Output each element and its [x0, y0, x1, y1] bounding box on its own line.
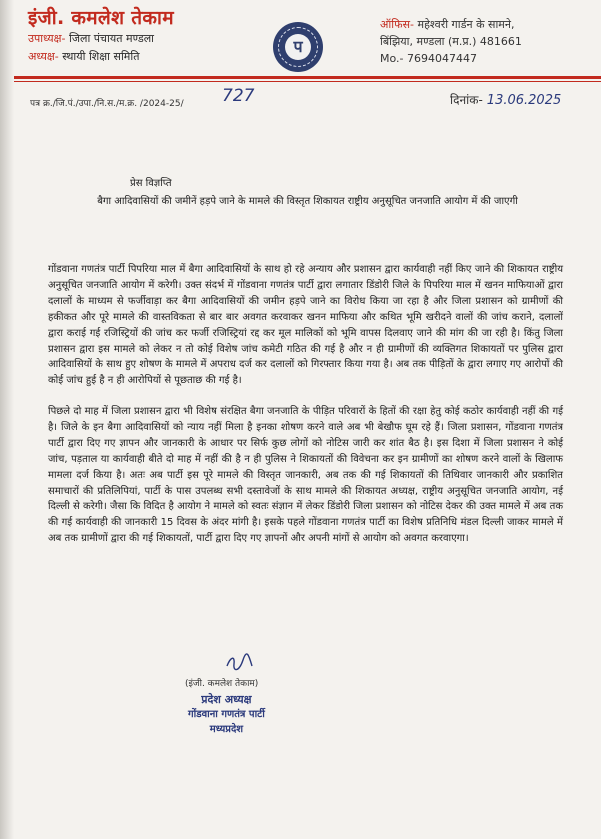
reference-label: पत्र क्र./जि.पं./उपा./नि.स./म.क्र. /2024-25/: [30, 99, 184, 109]
office-mobile: Mo.- 7694047447: [380, 52, 477, 65]
signatory-name: (इंजी. कमलेश तेकाम): [185, 679, 259, 689]
letter-date: [450, 91, 561, 108]
body-paragraph-1: गोंडवाना गणतंत्र पार्टी पिपरिया माल में बैगा आदिवासियों के साथ हो रहे अन्याय और प्रशासन द्वारा कार्यवाही नहीं किए जाने की शिकायत राष्ट्रीय अनुसूचित जनजाति आयोग में करेगी। उक्त संदर्भ में गोंडवाना गणतंत्र पार्टी द्वारा लगातार डिंडोरी जिले के पिपरिया माल में खनन माफियाओं द्वारा दलालों के माध्यम से फर्जीवाड़ा कर बैगा आदिवासियों की जमीन हड़पे जाने का विरोध किया जा रहा है और जिला प्रशासन को ग्रामीणों की हकीकत और पूरे मामले की वास्तविकता से बार बार अवगत करवाकर खनन माफिया और कथित भूमि खरीदने वालों की जांच कराने, दलालों द्वारा कराई गई रजिस्ट्रियों की जांच कर फर्जी रजिस्ट्रियां रद्द कर मूल मालिकों को भूमि वापस दिलवाए जाने की मांग की जा रही है। किंतु जिला प्रशासन द्वारा इस मामले को लेकर न तो कोई विशेष जांच कमेटी गठित की गई है और न ही ग्रामीणों की व्यक्तिगत शिकायतों पर पुलिस द्वारा आदिवासियों के साथ हुए शोषण के मामले में अपराध दर्ज कर दलालों को गिरफ्तार किया गया है। अब तक पीड़ितों के द्वारा लगाए गए आरोपों की कोई जांच हुई है न ही आरोपियों से पूछताछ की गई है।: [48, 264, 563, 387]
stamp-party: गोंडवाना गणतंत्र पार्टी: [188, 709, 265, 720]
page-edge-shadow: [0, 0, 14, 839]
date-value: 13.06.2025: [486, 93, 562, 108]
stamp-title: प्रदेश अध्यक्ष: [201, 693, 252, 706]
subject-line: बैगा आदिवासियों की जमीनें हड़पे जाने के मामले की विस्तृत शिकायत राष्ट्रीय अनुसूचित जनजाति आयोग में की जाएगी: [97, 196, 518, 207]
sender-role-chairman: [28, 49, 139, 64]
stamp-state: मध्यप्रदेश: [209, 724, 244, 735]
letterhead-divider-thin: [14, 81, 601, 82]
sender-role-vice-president: [28, 31, 154, 46]
office-line2: बिंझिया, मण्डला (म.प्र.) 481661: [380, 35, 522, 48]
office-line1: महेश्वरी गार्डन के सामने,: [414, 18, 515, 31]
date-label: दिनांक-: [450, 93, 483, 107]
party-emblem-icon: [273, 22, 323, 72]
role-value: जिला पंचायत मण्डला: [65, 32, 155, 45]
office-address: [380, 16, 590, 67]
emblem-letter: प: [285, 34, 311, 60]
role-label: अध्यक्ष-: [28, 50, 59, 63]
body-paragraph-2: पिछले दो माह में जिला प्रशासन द्वारा भी विशेष संरक्षित बैगा जनजाति के पीड़ित परिवारों के हितों की रक्षा हेतु कोई कठोर कार्यवाही नहीं की गई है। जिले के इन बैगा आदिवासियों को न्याय नहीं मिला है इनका शोषण करने वाले अब भी बेखौफ घूम रहे हैं। जिला प्रशासन, गोंडवाना गणतंत्र पार्टी द्वारा दिए गए ज्ञापन और जानकारी के आधार पर सिर्फ कुछ लोगों को नोटिस जारी कर शांत बैठ है। इस दिशा में जिला प्रशासन ने कोई जांच, पड़ताल या कार्यवाही बीते दो माह में नहीं की है न ही पुलिस ने शिकायतों की विवेचना कर इन ग्रामीणों का शोषण करने वालों के खिलाफ मामला दर्ज किया है। अतः अब पार्टी इस पूरे मामले की विस्तृत जानकारी, अब तक की गई शिकायतों की तिथिवार जानकारी और प्रकाशित समाचारों की प्रतिलिपियां, पार्टी के पास उपलब्ध सभी दस्तावेजों के साथ मामले की शिकायत अध्यक्ष, राष्ट्रीय अनुसूचित जनजाति आयोग, नई दिल्ली से करेगी। जैसा कि विदित है आयोग ने मामले को स्वतः संज्ञान में लेकर डिंडोरी जिला प्रशासन को नोटिस देकर की उक्त मामले में अब तक की गई कार्यवाही की जानकारी 15 दिवस के अंदर मांगी है। इसके पहले गोंडवाना गणतंत्र पार्टी का विशेष प्रतिनिधि मंडल दिल्ली जाकर मामले में अब तक ग्रामीणों द्वारा की गई शिकायतों, पार्टी द्वारा दिए गए ज्ञापनों और अपनी मांगों से आयोग को अवगत करवाएगा।: [48, 406, 563, 545]
reference-number: 727: [222, 86, 255, 106]
office-label: ऑफिस-: [380, 18, 414, 31]
press-release-label: प्रेस विज्ञप्ति: [130, 178, 172, 189]
role-label: उपाध्यक्ष-: [28, 32, 66, 45]
role-value: स्थायी शिक्षा समिति: [58, 50, 140, 63]
letterhead-divider: [14, 76, 601, 79]
sender-name: इंजी. कमलेश तेकाम: [28, 7, 174, 29]
handwritten-signature: [225, 652, 255, 674]
official-stamp: [188, 692, 265, 737]
